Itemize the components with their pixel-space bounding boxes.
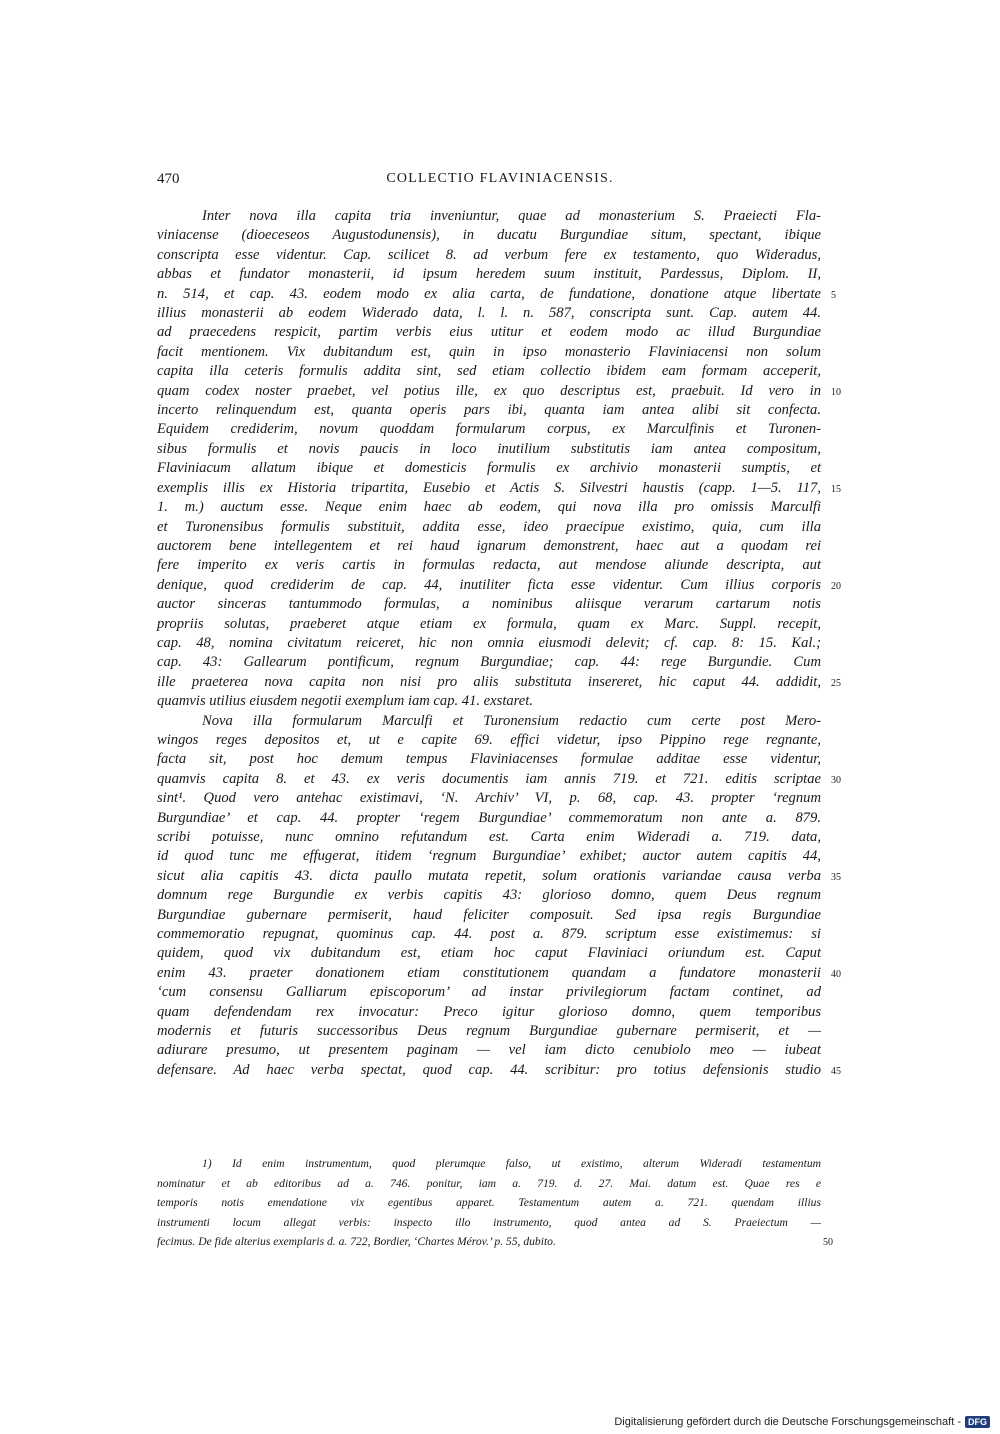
margin-line-number: 25 — [831, 677, 841, 689]
text-line — [157, 1022, 821, 1041]
text-line — [157, 440, 821, 459]
text-line — [157, 537, 821, 556]
main-text — [157, 207, 841, 1080]
text-line — [157, 789, 821, 808]
line-text: fecimus. De fide alterius exemplaris d. a. 722, Bordier, ‘Chartes Mérov.’ p. 55, dubito. — [157, 1235, 556, 1248]
line-text: abbas et fundator monasterii, id ipsum heredem suum instituit, Pardessus, Diplom. II, — [157, 266, 821, 283]
text-line — [157, 401, 821, 420]
line-text: Flaviniacum allatum ibique et domesticis formulis ex archivio monasterii sumptis, et — [157, 460, 821, 477]
footnotes — [157, 1154, 833, 1252]
text-line — [157, 323, 821, 342]
text-line — [157, 615, 821, 634]
line-text: wingos reges depositos et, ut e capite 69. effici videtur, ipso Pippino rege regnante, — [157, 731, 821, 748]
text-line — [157, 847, 821, 866]
line-text: nominatur et ab editoribus ad a. 746. ponitur, iam a. 719. d. 27. Mai. datum est. Quae res e — [157, 1176, 821, 1190]
line-text: quam codex noster praebet, vel potius ille, ex quo descriptus est, praebuit. Id vero in — [157, 382, 821, 399]
line-text: et Turonensibus formulis substituit, addita esse, ideo praecipue existimo, quia, cum illa — [157, 518, 821, 535]
line-text: quamvis capita 8. et 43. ex veris documentis iam annis 719. et 721. editis scriptae — [157, 770, 821, 787]
margin-line-number: 35 — [831, 871, 841, 883]
line-text: cap. 43: Gallearum pontificum, regnum Burgundiae; cap. 44: rege Burgundie. Cum — [157, 654, 821, 671]
text-line — [157, 867, 841, 886]
text-line — [157, 1061, 841, 1080]
margin-line-number: 30 — [831, 774, 841, 786]
line-text: scribi potuisse, nunc omnino refutandum est. Carta enim Wideradi a. 719. data, — [157, 829, 821, 845]
line-text: conscripta esse videntur. Cap. scilicet 8. ad verbum fere ex testamento, quo Wideradus, — [157, 246, 821, 263]
line-text: facta sit, post hoc demum tempus Flaviniacenses formulae additae esse videntur, — [157, 751, 821, 768]
line-text: Inter nova illa capita tria inveniuntur, quae ad monasterium S. Praeiecti Fla- — [202, 208, 821, 224]
dfg-logo: DFG — [965, 1416, 990, 1428]
margin-line-number: 40 — [831, 968, 841, 980]
line-text: temporis notis emendatione vix egentibus apparet. Testamentum autem a. 721. quendam illius — [157, 1196, 821, 1209]
footnote-line — [157, 1174, 821, 1194]
line-text: instrumenti locum allegat verbis: inspecto illo instrumento, quod antea ad S. Praeiectum — — [157, 1215, 821, 1229]
line-text: domnum rege Burgundie ex verbis capitis 43: glorioso domno, quem Deus regnum — [157, 887, 821, 904]
line-text: illius monasterii ab eodem Widerado data, l. l. n. 587, conscripta sunt. Cap. autem 44. — [157, 305, 821, 322]
text-line — [157, 731, 821, 750]
line-text: Equidem crediderim, novum quoddam formularum corpus, ex Marculfinis et Turonen- — [157, 421, 821, 438]
margin-line-number: 50 — [823, 1237, 833, 1248]
page-number: 470 — [157, 171, 180, 187]
margin-line-number: 5 — [831, 289, 836, 301]
line-text: fere imperito ex veris cartis in formulas redacta, aut mendose aliunde descripta, aut — [157, 557, 821, 574]
text-line — [157, 770, 841, 789]
footnote-line — [157, 1193, 821, 1213]
text-line — [157, 382, 841, 401]
text-line — [157, 1003, 821, 1022]
line-text: sicut alia capitis 43. dicta paullo mutata repetit, solum orationis variandae causa verba — [157, 867, 821, 884]
line-text: 1) Id enim instrumentum, quod plerumque falso, ut existimo, alterum Wideradi testamentum — [202, 1157, 821, 1170]
line-text: enim 43. praeter donationem etiam constitutionem quandam a fundatore monasterii — [157, 964, 821, 981]
text-line — [157, 750, 821, 769]
text-line — [157, 226, 821, 245]
text-line — [157, 653, 821, 672]
text-line — [157, 809, 821, 828]
line-text: Burgundiae gubernare permiserit, haud feliciter composuit. Sed ipsa regis Burgundiae — [157, 906, 821, 923]
margin-line-number: 20 — [831, 580, 841, 592]
line-text: viniacense (dioeceseos Augustodunensis), in ducatu Burgundiae situm, spectant, ibique — [157, 227, 821, 244]
line-text: sint¹. Quod vero antehac existimavi, ‘N. Archiv’ VI, p. 68, cap. 43. propter ‘regnum — [157, 790, 821, 807]
line-text: quidem, quod vix dubitandum est, etiam hoc caput Flaviniaci oriundum est. Caput — [157, 945, 821, 962]
footnote-line — [157, 1154, 821, 1174]
line-text: denique, quod crediderim de cap. 44, inutiliter ficta esse videntur. Cum illius corporis — [157, 576, 821, 593]
margin-line-number: 15 — [831, 483, 841, 495]
text-line — [157, 886, 821, 905]
line-text: ad praecedens respicit, partim verbis eius utitur et eodem modo ac illud Burgundiae — [157, 324, 821, 341]
line-text: ‘cum consensu Galliarum episcoporum’ ad instar privilegiorum factam continet, ad — [157, 984, 821, 1001]
text-line — [157, 906, 821, 925]
credit-text: Digitalisierung gefördert durch die Deutsche Forschungsgemeinschaft - — [614, 1416, 961, 1428]
text-line — [157, 498, 821, 517]
line-text: facit mentionem. Vix dubitandum est, quin in ipso monasterio Flaviniacensi non solum — [157, 343, 821, 360]
line-text: auctorem bene intellegentem et rei haud ignarum demonstrent, haec aut a quodam rei — [157, 537, 821, 554]
text-line — [157, 1041, 821, 1060]
text-line — [157, 964, 841, 983]
text-line — [157, 576, 841, 595]
footnote-line — [157, 1232, 833, 1252]
text-line — [157, 246, 821, 265]
text-line — [157, 459, 821, 478]
line-text: modernis et futuris successoribus Deus regnum Burgundiae gubernare permiserit, et — — [157, 1023, 821, 1040]
margin-line-number: 10 — [831, 386, 841, 398]
digitization-credit — [614, 1416, 990, 1428]
text-line — [157, 595, 821, 614]
line-text: defensare. Ad haec verba spectat, quod cap. 44. scribitur: pro totius defensionis studio — [157, 1061, 821, 1078]
line-text: exemplis illis ex Historia tripartita, Eusebio et Actis S. Silvestri haustis (capp. 1—5. 117, — [157, 479, 821, 496]
line-text: 1. m.) auctum esse. Neque enim haec ab eodem, qui nova illa pro omissis Marculfi — [157, 499, 821, 516]
line-text: adiurare presumo, ut presentem paginam — vel iam dicto cenubiolo meo — iubeat — [157, 1042, 821, 1059]
line-text: n. 514, et cap. 43. eodem modo ex alia carta, de fundatione, donatione atque libertate — [157, 285, 821, 302]
text-line — [157, 673, 841, 692]
text-line — [157, 343, 821, 362]
line-text: sibus formulis et novis paucis in loco inutilium substitutis iam antea compositum, — [157, 440, 821, 457]
text-line — [157, 518, 821, 537]
text-line — [157, 304, 821, 323]
text-line — [157, 265, 821, 284]
text-line — [157, 285, 836, 304]
footnote-line — [157, 1213, 821, 1233]
text-line — [157, 828, 821, 847]
running-title: COLLECTIO FLAVINIACENSIS. — [386, 171, 614, 186]
text-line — [157, 925, 821, 944]
line-text: quamvis utilius eiusdem negotii exemplum iam cap. 41. exstaret. — [157, 693, 533, 710]
text-line — [157, 692, 821, 711]
margin-line-number: 45 — [831, 1065, 841, 1077]
line-text: incerto relinquendum est, quanta operis pars ibi, quanta iam antea alibi sit confecta. — [157, 402, 821, 419]
text-line — [157, 362, 821, 381]
text-line — [157, 556, 821, 575]
line-text: commemoratio repugnat, quominus cap. 44. post a. 879. scriptum esse existimemus: si — [157, 926, 821, 943]
line-text: Burgundiae’ et cap. 44. propter ‘regem Burgundiae’ commemoratum non ante a. 879. — [157, 809, 821, 826]
line-text: propriis solutas, praeberet atque etiam ex formula, quam ex Marc. Suppl. recepit, — [157, 615, 821, 632]
line-text: id quod tunc me effugerat, itidem ‘regnum Burgundiae’ exhibet; auctor autem capitis 44, — [157, 848, 821, 865]
text-line — [157, 944, 821, 963]
line-text: auctor sinceras tantummodo formulas, a nominibus aliisque verarum cartarum notis — [157, 596, 821, 613]
text-line — [157, 479, 841, 498]
text-line — [157, 983, 821, 1002]
line-text: cap. 48, nomina civitatum reiceret, hic non omnia eiusmodi delevit; cf. cap. 8: 15. Kal.; — [157, 634, 821, 651]
text-line — [157, 420, 821, 439]
line-text: ille praeterea nova capita non nisi pro aliis substituta insereret, hic caput 44. addidit, — [157, 673, 821, 690]
line-text: capita illa ceteris formulis addita sint, sed etiam collectio ibidem eam formam acceperit, — [157, 363, 821, 380]
text-line — [157, 634, 821, 653]
text-line — [157, 207, 821, 226]
line-text: quam defendendam rex invocatur: Preco igitur glorioso domno, quem temporibus — [157, 1003, 821, 1020]
text-line — [157, 712, 821, 731]
line-text: Nova illa formularum Marculfi et Turonensium redactio cum certe post Mero- — [202, 712, 821, 729]
